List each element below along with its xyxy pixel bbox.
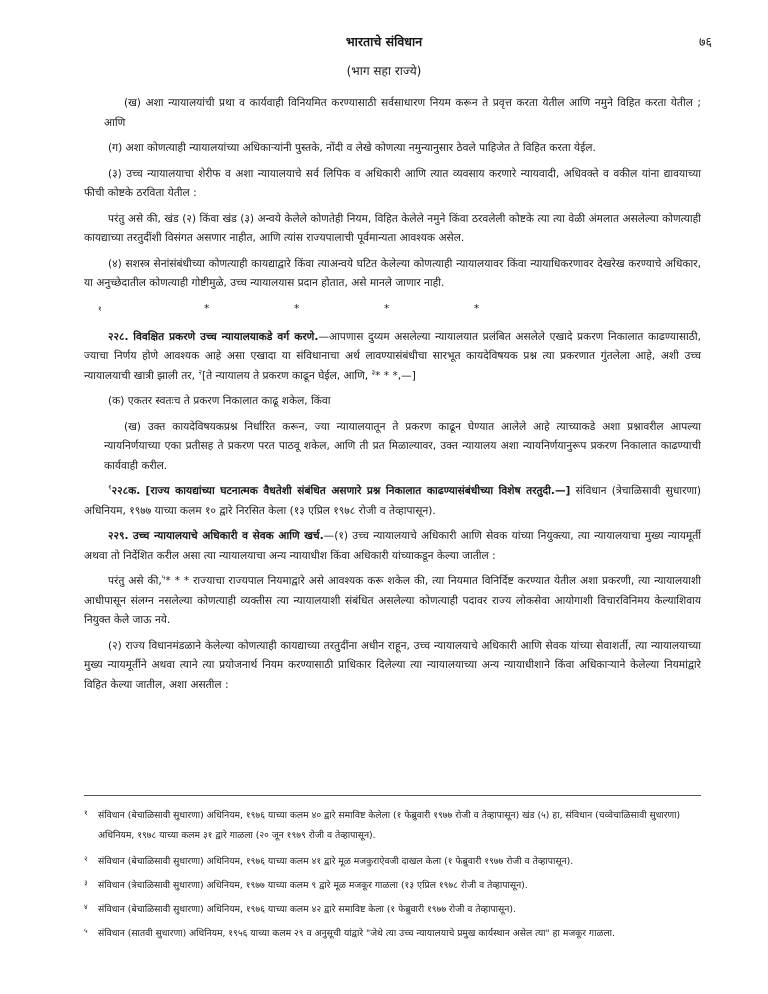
footnote-text: संविधान (त्रेचाळिसावी सुधारणा) अधिनियम, १९७७ याच्या कलम ९ द्वारे मूळ मजकूर गाळला (१३ एप्रिल १९७८ रोजी व तेव्हापासून). — [98, 880, 528, 891]
article-228 — [84, 328, 701, 387]
footnote-5 — [84, 924, 701, 944]
main-text — [84, 94, 701, 701]
article-228-title: विवक्षित प्रकरणे उच्च न्यायालयाकडे वर्ग करणे. — [133, 330, 319, 343]
article-228-clause-kh: (ख) उक्त कायदेविषयकप्रश्न निर्धारित करून, ज्या न्यायालयातून ते प्रकरण काढून घेण्यात आलेले आहे त्याच्याकडे अशा प्रश्नावरील आपल्या न्यायनिर्णयाच्या एका प्रतीसह ते प्रकरण परत पाठवू शकेल, आणि ती प्रत मिळाल्यावर, उक्त न्यायालय अशा न्यायनिर्णयानुरूप प्रकरण निकालात काढण्याची कार्यवाही करील. — [104, 420, 701, 472]
footnote-ref: ३ — [371, 367, 376, 376]
page-number: ७६ — [698, 34, 712, 49]
star: * — [384, 302, 390, 315]
page-subtitle: (भाग सहा राज्ये) — [346, 64, 422, 78]
article-229 — [84, 527, 701, 566]
footnote-2 — [84, 852, 701, 872]
star: * — [474, 302, 480, 315]
clause-g: (ग) अशा कोणत्याही न्यायालयांच्या अधिकाऱ्यांनी पुस्तके, नोंदी व लेखे कोणत्या नमुन्यानुसार ठेवले पाहिजेत ते विहित करता येईल. — [108, 142, 596, 154]
footnote-4 — [84, 900, 701, 920]
proviso-text-2: * * * राज्याचा राज्यपाल नियमाद्वारे असे आवश्यक करू शकेल की, त्या नियमात विनिर्दिष्ट करण्यात येतील अशा प्रकरणी, त्या न्यायालयाशी आधीपासून संलग्न नसलेल्या कोणत्याही व्यक्तीस त्या न्यायालयाशी संबंधित असलेल्या कोणत्याही पदावर राज्य लोकसेवा आयोगाशी विचारविनिमय केल्याशिवाय नियुक्त केले जाऊ नये. — [84, 575, 701, 626]
footnote-mark: ४ — [84, 903, 88, 911]
footnote-ref: १ — [98, 304, 102, 313]
footnote-mark: ५ — [84, 927, 88, 935]
article-228-clause-k: (क) एकतर स्वतःच ते प्रकरण निकालात काढू शकेल, किंवा — [108, 395, 331, 407]
footnote-mark: २ — [84, 855, 88, 863]
footnote-3 — [84, 876, 701, 896]
footnote-ref: १ — [108, 483, 112, 492]
star: * — [294, 302, 300, 315]
article-229-number: २२९. — [108, 530, 129, 542]
article-229-text: —(१) उच्च न्यायालयाचे अधिकारी आणि सेवक यांच्या नियुक्त्या, त्या न्यायालयाचा मुख्य न्यायमूर्ती अथवा तो निर्देशित करील असा त्या न्यायालयाचा अन्य न्यायाधीश किंवा अधिकारी यांच्याकडून केल्या जातील : — [84, 530, 701, 562]
article-228-text: —आपणास दुय्यम असलेल्या न्यायालयात प्रलंबित असलेले एखादे प्रकरण निकालात काढण्यासाठी, ज्याचा निर्णय होणे आवश्यक आहे असा एखादा या संविधानाचा अर्थ लावण्यासंबंधीचा सारभूत कायदेविषयक प्रश्न त्या प्रकरणात गुंतलेला आहे, अशी उच्च न्यायालयाची खात्री झाली तर, — [84, 330, 701, 382]
footnote-text: संविधान (सातवी सुधारणा) अधिनियम, १९५६ याच्या कलम २९ व अनुसूची यांद्वारे "जेथे त्या उच्च न्यायालयाचे प्रमुख कार्यस्थान असेल त्या" हा मजकूर गाळला. — [98, 928, 615, 939]
star: * — [204, 302, 210, 315]
article-228-number: २२८. — [108, 330, 129, 343]
footnote-mark: ३ — [84, 879, 88, 887]
proviso-text: परंतु असे की, — [108, 575, 162, 587]
footnote-ref: ५ — [161, 573, 166, 582]
clause-3: (३) उच्च न्यायालयाचा शेरीफ व अशा न्यायालयाचे सर्व लिपिक व अधिकारी आणि त्यात व्यवसाय करणारे न्यायवादी, अधिवक्ते व वकील यांना द्यावयाच्या फीची कोष्टके ठरविता येतील : — [84, 167, 701, 199]
article-228A-number: २२८क. — [111, 485, 141, 497]
article-229-clause-2: (२) राज्य विधानमंडळाने केलेल्या कोणत्याही कायद्याच्या तरतुदींना अधीन राहून, उच्च न्यायालयाचे अधिकारी आणि सेवक यांच्या सेवाशर्ती, त्या न्यायालयाच्या मुख्य न्यायमूर्तीने अथवा त्याने त्या प्रयोजनार्थ नियम करण्यासाठी प्राधिकार दिलेल्या त्या न्यायालयाच्या अन्य न्यायाधीशाने किंवा अधिकाऱ्याने केलेल्या नियमांद्वारे विहित केल्या जातील, अशा असतील : — [84, 639, 701, 691]
footnote-text: संविधान (बेचाळिसावी सुधारणा) अधिनियम, १९७६ याच्या कलम ४१ द्वारे मूळ मजकुराऐवजी दाखल केला (१ फेब्रुवारी १९७७ रोजी व तेव्हापासून). — [98, 856, 574, 867]
footnote-divider — [84, 795, 701, 796]
footnote-ref: २ — [198, 367, 202, 376]
proviso-1: परंतु असे की, खंड (२) किंवा खंड (३) अन्वये केलेले कोणतेही नियम, विहित केलेले नमुने किंवा ठरवलेली कोष्टके त्या त्या वेळी अंमलात असलेल्या कोणत्याही कायद्याच्या तरतुदींशी विसंगत असणार नाहीत, आणि त्यांस राज्यपालाची पूर्वमान्यता आवश्यक असेल. — [84, 212, 701, 244]
footnote-1 — [84, 806, 701, 846]
omission-stars — [84, 300, 701, 320]
article-228-text-3: * * *,—] — [375, 369, 416, 382]
article-228A-title: [राज्य कायद्यांच्या घटनात्मक वैधतेशी संबंधित असणारे प्रश्न निकालात काढण्यासंबंधीच्या विशेष तरतुदी.—] — [145, 485, 571, 497]
article-229-proviso — [84, 572, 701, 631]
article-228A — [84, 482, 701, 521]
article-228A-text: संविधान (त्रेचाळिसावी सुधारणा) अधिनियम, १९७७ याच्या कलम १० द्वारे निरसित केला (१३ एप्रिल १९७८ रोजी व तेव्हापासून). — [84, 485, 701, 517]
footnote-text: संविधान (बेचाळिसावी सुधारणा) अधिनियम, १९७६ याच्या कलम ४२ द्वारे समाविष्ट केला (१ फेब्रुवारी १९७७ रोजी व तेव्हापासून). — [98, 904, 516, 915]
article-228-text-2: [ते न्यायालय ते प्रकरण काढून घेईल, आणि, — [201, 369, 369, 382]
footnote-text: संविधान (बेचाळिसावी सुधारणा) अधिनियम, १९७६ याच्या कलम ४० द्वारे समाविष्ट केलेला (१ फेब्रुवारी १९७७ रोजी व तेव्हापासून) खंड (५) हा, संविधान (चव्वेचाळिसावी सुधारणा) अधिनियम, १९७८ याच्या कलम ३१ द्वारे गाळला (२० जून १९७९ रोजी व तेव्हापासून). — [98, 810, 681, 841]
clause-4: (४) सशस्त्र सेनांसंबंधीच्या कोणत्याही कायद्याद्वारे किंवा त्याअन्वये घटित केलेल्या कोणत्याही न्यायालयावर किंवा न्यायाधिकरणावर देखरेख करण्याचे अधिकार, या अनुच्छेदातील कोणत्याही गोष्टीमुळे, उच्च न्यायालयास प्रदान होतात, असे मानले जाणार नाही. — [84, 257, 701, 289]
article-229-title: उच्च न्यायालयाचे अधिकारी व सेवक आणि खर्च. — [132, 530, 324, 542]
page-header-title: भारताचे संविधान — [345, 34, 423, 49]
footnote-mark: १ — [84, 809, 88, 817]
clause-kh: (ख) अशा न्यायालयांची प्रथा व कार्यवाही विनियमित करण्यासाठी सर्वसाधारण नियम करून ते प्रवृत्त करता येतील आणि नमुने विहित करता येतील ; आणि — [104, 97, 701, 129]
